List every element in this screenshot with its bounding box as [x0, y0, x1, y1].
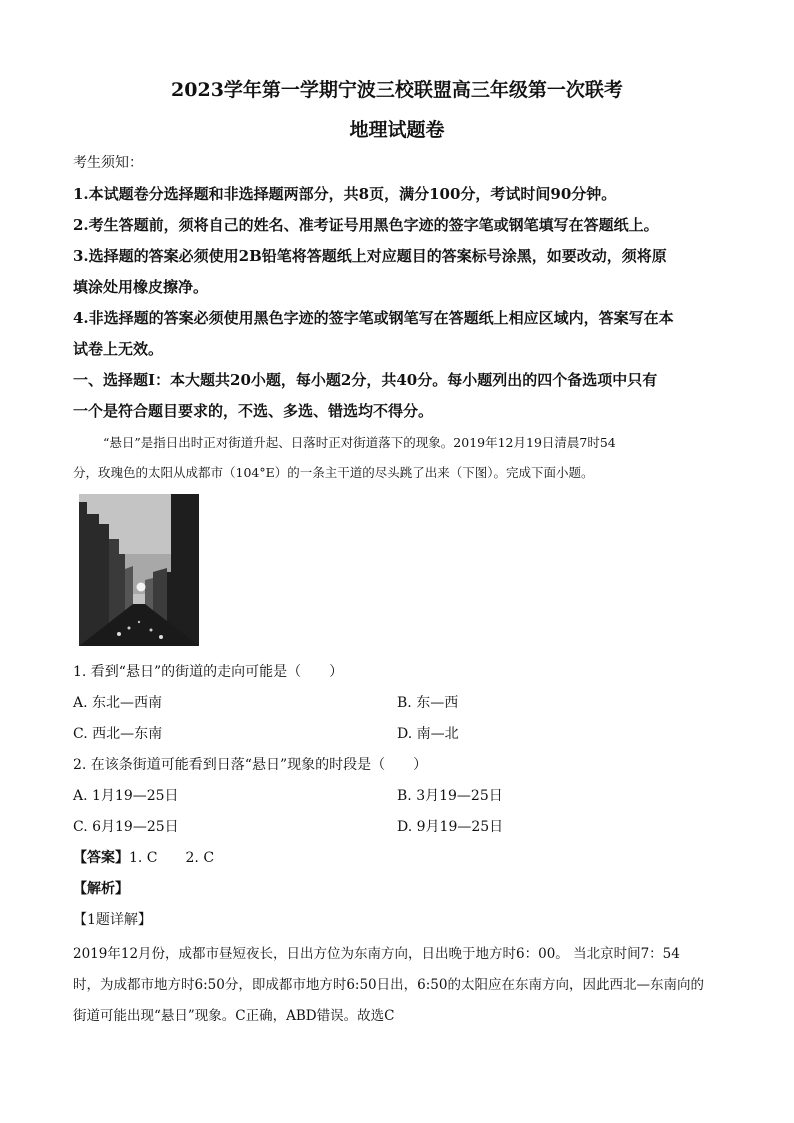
notice-item-3: 3.选择题的答案必须使用2B铅笔将答题纸上对应题目的答案标号涂黑，如要改动，须将原 [73, 247, 667, 265]
question-2-option-a: A. 1月19—25日 [73, 788, 179, 804]
notice-heading: 考生须知： [73, 155, 143, 171]
question-1-option-b: B. 东—西 [397, 695, 459, 711]
question-1-option-d: D. 南—北 [397, 726, 459, 742]
street-sunrise-photo [79, 494, 199, 646]
question-2-option-c: C. 6月19—25日 [73, 819, 179, 835]
notice-item-3-cont: 填涂处用橡皮擦净。 [73, 278, 209, 296]
analysis-line-3: 街道可能出现“悬日”现象。C正确，ABD错误。故选C [73, 1008, 395, 1024]
answer-text: 1. C 2. C [129, 850, 215, 866]
question-1-option-a: A. 东北—西南 [73, 695, 163, 711]
question-1-stem: 1. 看到“悬日”的街道的走向可能是（ ） [73, 664, 344, 680]
answer-line [73, 847, 214, 867]
question-2-stem: 2. 在该条街道可能看到日落“悬日”现象的时段是（ ） [73, 757, 428, 773]
photo-drawing [79, 494, 199, 646]
analysis-line-2: 时，为成都市地方时6:50分，即成都市地方时6:50日出，6:50的太阳应在东南方向，因此西北—东南向的 [73, 977, 704, 993]
section-heading: 一、选择题Ⅰ：本大题共20小题，每小题2分，共40分。每小题列出的四个备选项中只有 [73, 371, 658, 389]
notice-item-4: 4.非选择题的答案必须使用黑色字迹的签字笔或钢笔写在答题纸上相应区域内，答案写在本 [73, 309, 674, 327]
page-subtitle: 地理试题卷 [349, 119, 445, 141]
question-2-option-b: B. 3月19—25日 [397, 788, 503, 804]
analysis-detail-label: 【1题详解】 [73, 912, 152, 928]
question-1-option-c: C. 西北—东南 [73, 726, 163, 742]
section-heading-cont: 一个是符合题目要求的，不选、多选、错选均不得分。 [73, 402, 434, 420]
analysis-line-1: 2019年12月份，成都市昼短夜长，日出方位为东南方向，日出晚于地方时6：00。 当北京时间7：54 [73, 946, 680, 962]
analysis-label: 【解析】 [73, 881, 129, 897]
passage-line-1: “悬日”是指日出时正对街道升起、日落时正对街道落下的现象。2019年12月19日清晨7时54 [103, 435, 616, 450]
page-title: 2023学年第一学期宁波三校联盟高三年级第一次联考 [171, 79, 623, 101]
notice-item-1: 1.本试题卷分选择题和非选择题两部分，共8页，满分100分，考试时间90分钟。 [73, 185, 617, 203]
answer-label: 【答案】 [73, 850, 129, 866]
question-2-option-d: D. 9月19—25日 [397, 819, 504, 835]
passage-line-2: 分，玫瑰色的太阳从成都市（104°E）的一条主干道的尽头跳了出来（下图）。完成下面小题。 [73, 465, 594, 480]
notice-item-4-cont: 试卷上无效。 [73, 340, 164, 358]
notice-item-2: 2.考生答题前，须将自己的姓名、准考证号用黑色字迹的签字笔或钢笔填写在答题纸上。 [73, 216, 659, 234]
